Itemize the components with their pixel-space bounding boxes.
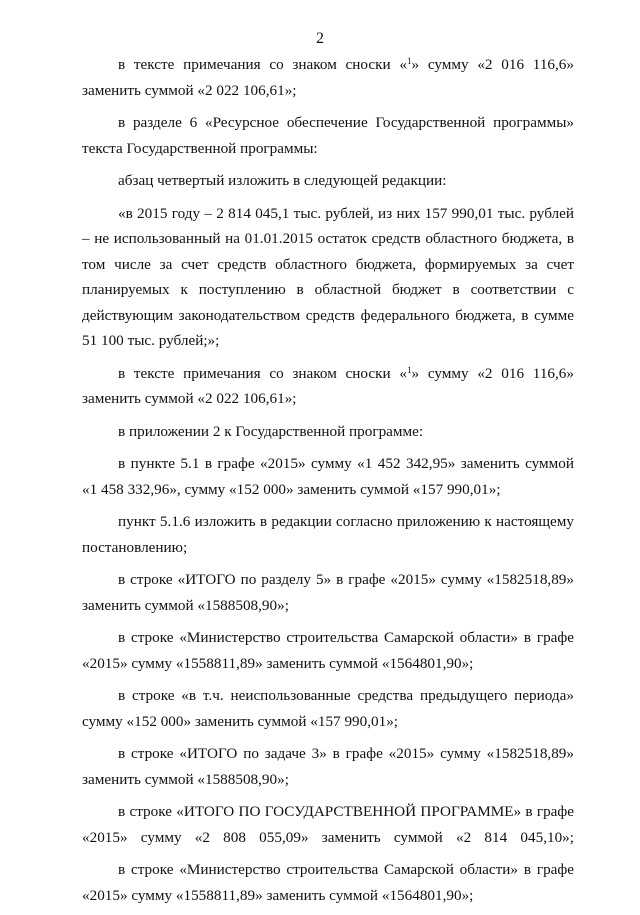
paragraph: абзац четвертый изложить в следующей редакции:: [118, 172, 447, 189]
paragraph: в строке «ИТОГО по задаче 3» в графе «2015» сумму «1582518,89» заменить суммой «1588508,90»;: [82, 745, 574, 788]
paragraph-text: » сумму «2 016 116,6» заменить суммой «2 022 106,61»;: [82, 56, 574, 99]
paragraph: в разделе 6 «Ресурсное обеспечение Государственной программы» текста Государственной программы:: [82, 114, 574, 157]
paragraph: в строке «ИТОГО по разделу 5» в графе «2015» сумму «1582518,89» заменить суммой «1588508,90»;: [82, 571, 574, 614]
paragraph-text: в тексте примечания со знаком сноски «: [118, 56, 407, 73]
document-body: [82, 52, 574, 915]
paragraph: пункт 5.1.6 изложить в редакции согласно приложению к настоящему постановлению;: [82, 513, 574, 556]
footnote-mark: 1: [407, 56, 412, 66]
paragraph: в пункте 5.1 в графе «2015» сумму «1 452 342,95» заменить суммой «1 458 332,96», сумму «152 000» заменить суммой «157 990,01»;: [82, 455, 574, 498]
paragraph: в строке «Министерство строительства Самарской области» в графе «2015» сумму «1558811,89» заменить суммой «1564801,90»;: [82, 861, 574, 904]
paragraph: в строке «Министерство строительства Самарской области» в графе «2015» сумму «1558811,89» заменить суммой «1564801,90»;: [82, 629, 574, 672]
paragraph: в строке «в т.ч. неиспользованные средства предыдущего периода» сумму «152 000» заменить суммой «157 990,01»;: [82, 687, 574, 730]
paragraph: [82, 361, 574, 412]
paragraph: в строке «ИТОГО ПО ГОСУДАРСТВЕННОЙ ПРОГРАММЕ» в графе «2015» сумму «2 808 055,09» заменить суммой «2 814 045,10»;: [82, 803, 574, 846]
paragraph-text: » сумму «2 016 116,6» заменить суммой «2 022 106,61»;: [82, 364, 574, 407]
paragraph: [82, 52, 574, 103]
footnote-mark: 1: [407, 364, 412, 375]
paragraph: «в 2015 году – 2 814 045,1 тыс. рублей, из них 157 990,01 тыс. рублей – не использованный на 01.01.2015 остаток средств областного бюджета, в том числе за счет средств областного бюджета, формируемых за счет планируемых к поступлению в областной бюджет в соответствии с действующим законодательством средств федерального бюджета, в сумме 51 100 тыс. рублей;»;: [82, 204, 574, 349]
paragraph-text: в тексте примечания со знаком сноски «: [118, 364, 407, 382]
paragraph: в приложении 2 к Государственной программе:: [118, 422, 424, 440]
page-number: 2: [316, 30, 324, 47]
